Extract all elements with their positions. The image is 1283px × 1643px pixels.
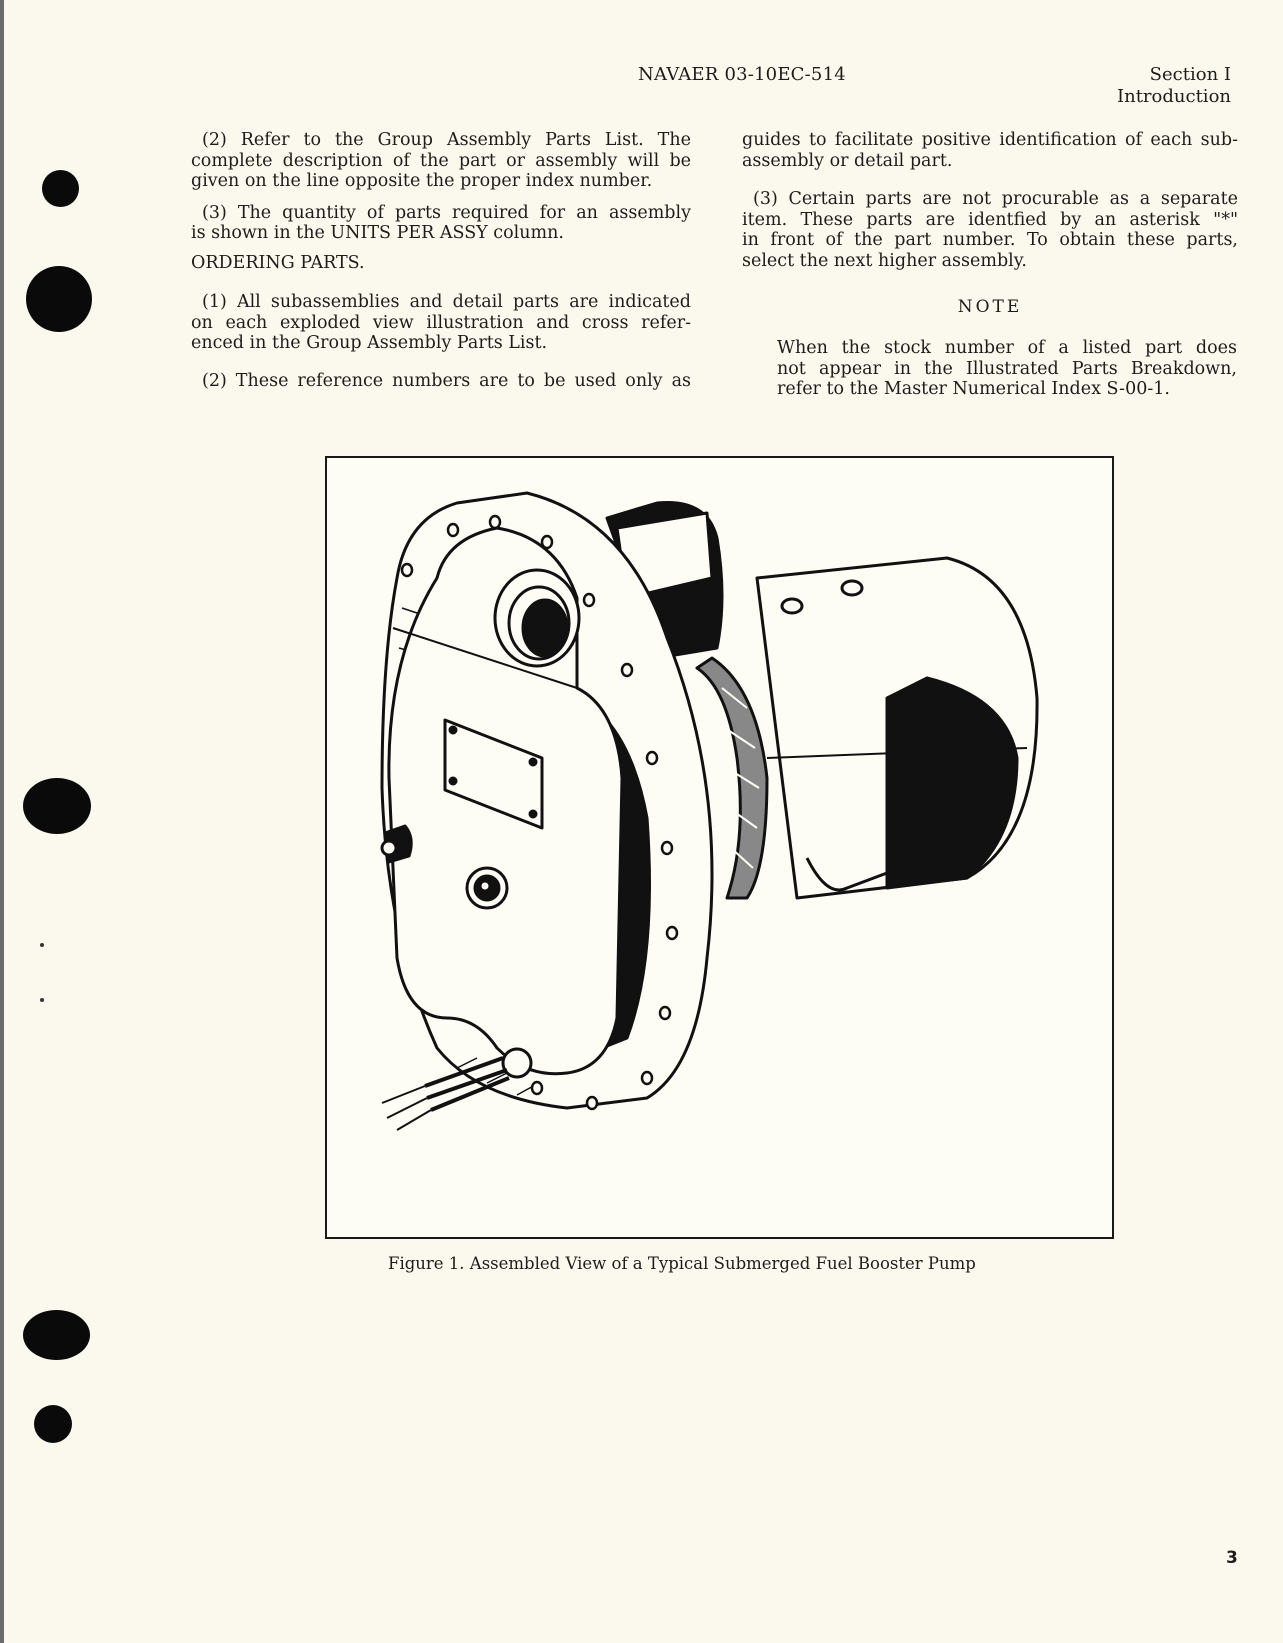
speck	[40, 998, 44, 1002]
figure-caption: Figure 1. Assembled View of a Typical Submerged Fuel Booster Pump	[388, 1254, 976, 1273]
section-label: Section I	[1149, 64, 1231, 85]
text-line: assembly or detail part.	[742, 150, 953, 171]
text-line: refer to the Master Numerical Index S-00-1.	[777, 379, 1170, 399]
binder-hole	[26, 266, 92, 332]
note-body	[777, 338, 1237, 400]
text-line: guides to facilitate positive identification of each sub-	[742, 130, 1238, 150]
section-header	[1117, 64, 1231, 108]
heading-ordering-parts: ORDERING PARTS.	[191, 252, 365, 273]
binder-hole	[34, 1405, 72, 1443]
paragraph-quantity	[191, 203, 691, 244]
figure-frame	[325, 456, 1114, 1239]
note-title: NOTE	[957, 297, 1023, 317]
text-line: (1) All subassemblies and detail parts are indicated	[202, 292, 691, 312]
left-column	[191, 130, 691, 391]
text-line: complete description of the part or assembly will be	[191, 150, 691, 171]
speck	[40, 943, 44, 947]
binder-hole	[23, 1310, 90, 1360]
text-line: (3) The quantity of parts required for an assembly	[202, 202, 691, 223]
binder-hole	[23, 778, 91, 834]
text-line: on each exploded view illustration and cross refer-	[191, 312, 691, 333]
text-line: is shown in the UNITS PER ASSY column.	[191, 223, 564, 243]
binder-hole	[42, 170, 79, 207]
text-line: When the stock number of a listed part does	[777, 338, 1237, 358]
section-title: Introduction	[1117, 86, 1231, 107]
text-line: item. These parts are identfied by an asterisk "*"	[742, 209, 1238, 230]
text-line: enced in the Group Assembly Parts List.	[191, 333, 548, 353]
text-line: (2) Refer to the Group Assembly Parts List. The	[202, 130, 691, 150]
fuel-booster-pump-illustration	[327, 458, 1112, 1237]
text-line: given on the line opposite the proper index number.	[191, 171, 653, 191]
text-line: (2) These reference numbers are to be used only as	[202, 370, 691, 391]
paragraph-subassemblies	[191, 292, 691, 354]
text-line: in front of the part number. To obtain these parts,	[742, 230, 1238, 250]
paragraph-guides	[742, 130, 1238, 171]
document-number: NAVAER 03-10EC-514	[638, 64, 846, 85]
page-number: 3	[1226, 1548, 1238, 1568]
text-line: (3) Certain parts are not procurable as a separate	[753, 189, 1238, 209]
text-line: select the next higher assembly.	[742, 250, 1027, 271]
paragraph-refer-parts-list	[191, 130, 691, 192]
page-edge	[0, 0, 4, 1643]
paragraph-certain-parts	[742, 189, 1238, 271]
right-column	[742, 130, 1238, 271]
text-line: not appear in the Illustrated Parts Breakdown,	[777, 358, 1237, 379]
paragraph-reference-numbers	[191, 371, 691, 392]
